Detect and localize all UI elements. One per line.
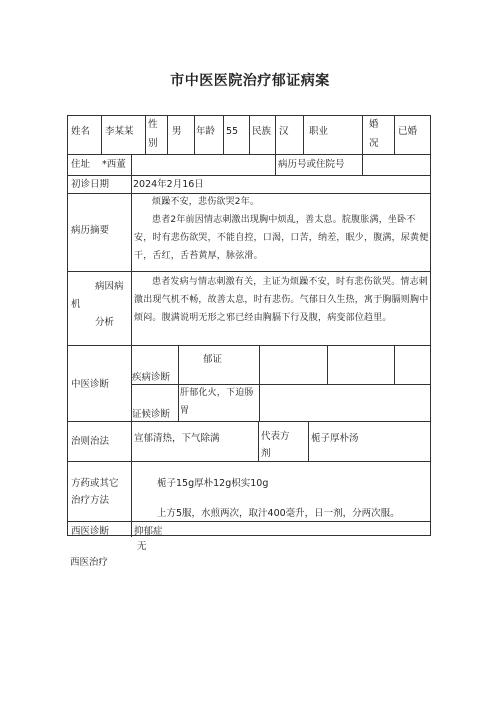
- sex-value: 男: [172, 126, 182, 137]
- ethnicity-label: 民族: [252, 126, 272, 137]
- pathogenesis-label-2: 机: [71, 299, 81, 310]
- syndrome-diagnosis-value: 肝郁化火，下迫肠胃: [180, 388, 254, 416]
- address-value: *西董: [102, 159, 126, 170]
- name-label: 姓名: [71, 126, 91, 137]
- col-divider: [394, 345, 395, 384]
- pathogenesis-label-1: 病因病: [95, 281, 124, 292]
- row-divider: [68, 154, 430, 155]
- western-treatment-value: 无: [137, 541, 147, 552]
- age-value: 55: [226, 126, 239, 137]
- col-divider: [394, 116, 395, 154]
- history-body: 患者2年前因情志刺激出现胸中烦乱，善太息。脘腹胀满，坐卧不安，时有悲伤欲哭，不能自控，口渴，口苦，纳差，眠少，腹满，尿黄便干，舌红，舌苔黄厚，脉弦滑。: [134, 215, 429, 261]
- history-chief-complaint: 烦躁不安，悲伤欲哭2年。: [152, 197, 260, 207]
- tcm-diagnosis-label: 中医诊断: [71, 379, 110, 390]
- col-divider: [167, 116, 168, 154]
- col-divider: [275, 116, 276, 154]
- col-divider: [327, 345, 328, 384]
- col-divider: [131, 154, 132, 175]
- col-divider: [308, 421, 309, 461]
- col-divider: [362, 154, 363, 175]
- prescription-label-2: 治疗方法: [71, 495, 110, 506]
- col-divider: [194, 116, 195, 154]
- row-divider: [131, 384, 430, 385]
- col-divider: [223, 116, 224, 154]
- address-label: 住址: [71, 159, 91, 170]
- col-divider: [259, 384, 260, 421]
- syndrome-diagnosis-label: 证候诊断: [132, 409, 171, 420]
- ethnicity-value: 汉: [279, 126, 289, 137]
- col-divider: [145, 116, 146, 154]
- case-record-table: [67, 115, 431, 536]
- representative-formula: 栀子厚朴汤: [311, 433, 359, 444]
- row-divider: [68, 271, 430, 272]
- col-divider: [275, 154, 276, 175]
- pathogenesis-body: 患者发病与情志刺激有关，主证为烦躁不安，时有悲伤欲哭。情志刺激出现气机不畅，故善太息，时有悲伤。气郁日久生热，寓于胸膈则胸中烦闷。腹满说明无形之邪已经由胸膈下行及腹，病变部位趋里。: [134, 277, 429, 323]
- marital-label-bottom: 况: [369, 138, 379, 149]
- record-no-label: 病历号或住院号: [278, 159, 345, 170]
- col-divider: [362, 116, 363, 154]
- sex-label-bottom: 别: [148, 138, 158, 149]
- col-divider: [101, 116, 102, 154]
- row-divider: [68, 521, 430, 522]
- treatment-label: 治则治法: [71, 436, 110, 447]
- name-value: 李某某: [105, 126, 134, 137]
- prescription-instructions: 上方5服，水煎两次，取汁400毫升，日一剂，分两次服。: [157, 508, 400, 519]
- sex-label-top: 性: [148, 119, 158, 130]
- western-diagnosis-value: 抑郁症: [134, 526, 163, 537]
- row-divider: [68, 461, 430, 462]
- occupation-label: 职业: [309, 126, 329, 137]
- col-divider: [131, 175, 132, 537]
- prescription-label-1: 方药或其它: [71, 478, 119, 489]
- page-title: 市中医医院治疗郁证病案: [170, 73, 330, 89]
- representative-label-1: 代表方: [261, 431, 290, 442]
- col-divider: [303, 116, 304, 154]
- marital-label-top: 婚: [369, 119, 379, 130]
- col-divider: [249, 116, 250, 154]
- row-divider: [68, 175, 430, 176]
- col-divider: [259, 345, 260, 384]
- col-divider: [178, 345, 179, 421]
- prescription-herbs: 栀子15g厚朴12g枳实10g: [157, 478, 269, 489]
- col-divider: [258, 421, 259, 461]
- first-visit-label: 初诊日期: [71, 179, 110, 190]
- western-treatment-label: 西医治疗: [70, 557, 109, 568]
- marital-value: 已婚: [398, 126, 418, 137]
- disease-diagnosis-value: 郁证: [203, 354, 223, 365]
- row-divider: [68, 421, 430, 422]
- first-visit-date: 2024年2月16日: [133, 179, 204, 190]
- history-label: 病历摘要: [71, 225, 110, 236]
- disease-diagnosis-label: 疾病诊断: [132, 372, 171, 383]
- western-diagnosis-label: 西医诊断: [71, 526, 110, 537]
- age-label: 年龄: [196, 126, 216, 137]
- row-divider: [68, 345, 430, 346]
- pathogenesis-label-3: 分析: [95, 317, 115, 328]
- treatment-method: 宣郁清热，下气除满: [134, 433, 220, 444]
- representative-label-2: 剂: [261, 448, 271, 459]
